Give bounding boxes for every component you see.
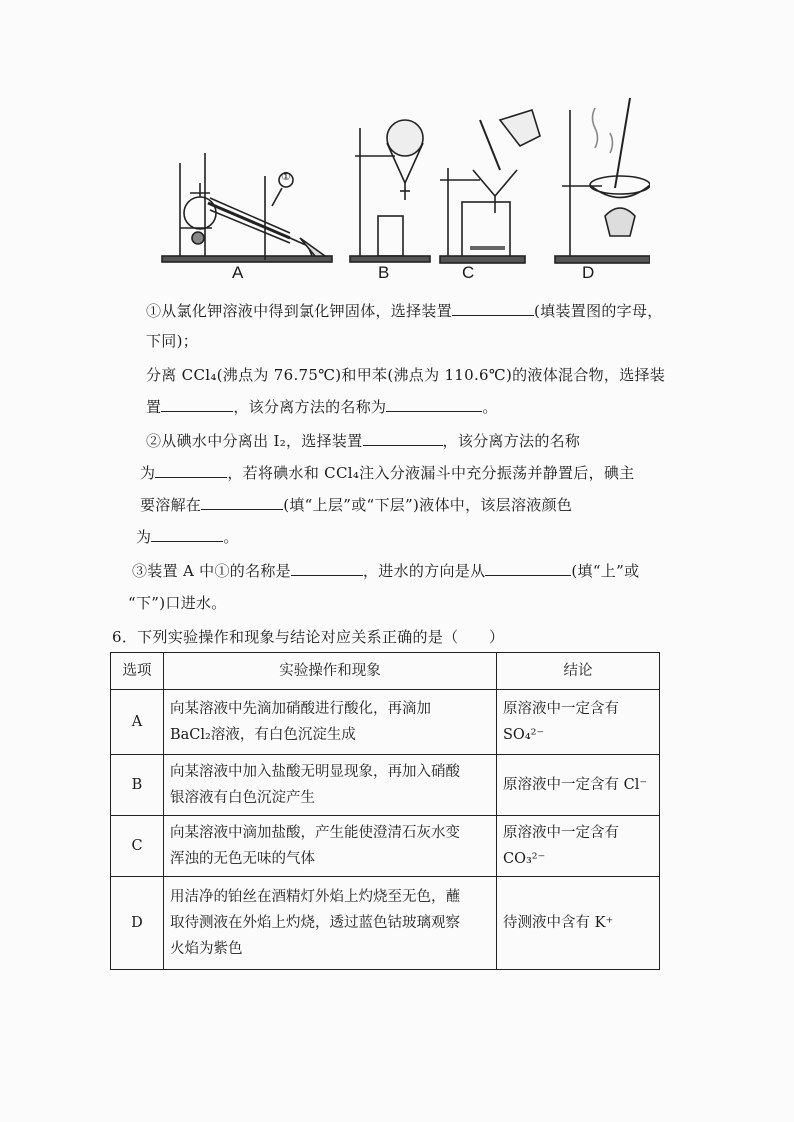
operation-line: BaCl₂溶液，有白色沉淀生成: [170, 727, 356, 743]
operation-cell: [164, 755, 497, 816]
operation-cell: [164, 816, 497, 877]
label-d: D: [582, 263, 595, 282]
conclusion-line: 原溶液中一定含有 Cl⁻: [503, 777, 647, 793]
operation-line: 火焰为紫色: [170, 941, 243, 957]
conclusion-line: 原溶液中一定含有: [503, 701, 619, 717]
q5-line1-tail: (填装置图的字母，: [534, 302, 663, 320]
filtration-apparatus: [440, 110, 540, 263]
conclusion-cell: [497, 690, 660, 755]
label-a: A: [232, 263, 244, 282]
distillation-apparatus: [162, 153, 332, 262]
header-conclusion: 结论: [497, 653, 660, 690]
operation-cell: [164, 877, 497, 970]
header-operation: 实验操作和现象: [164, 653, 497, 690]
q5-line4-c: 。: [482, 398, 498, 416]
q5-line5: [146, 430, 580, 451]
q5-line9-a: ③装置 A 中①的名称是: [132, 562, 291, 580]
apparatus-figure: [150, 88, 650, 288]
q5-line4: [146, 396, 498, 417]
option-a: A: [111, 690, 164, 755]
operation-line: 向某溶液中滴加盐酸，产生能使澄清石灰水变: [170, 825, 460, 841]
operation-line: 银溶液有白色沉淀产生: [170, 790, 315, 806]
q5-line1: [146, 300, 663, 321]
q5-line3: 分离 CCl₄(沸点为 76.75℃)和甲苯(沸点为 110.6℃)的液体混合物，选择装: [146, 366, 666, 384]
option-b: B: [111, 755, 164, 816]
q5-line9-b: ，进水的方向是从: [362, 562, 486, 580]
q5-line1-text: ①从氯化钾溶液中得到氯化钾固体，选择装置: [146, 302, 453, 320]
q5-line4-a: 置: [146, 398, 162, 416]
q5-line7-b: (填“上层”或“下层”)液体中，该层溶液颜色: [283, 496, 573, 514]
q5-line9-c: (填“上”或: [571, 562, 640, 580]
table-row: [111, 877, 660, 970]
answer-blank[interactable]: [291, 561, 363, 576]
q5-line10: “下”)口进水。: [128, 594, 227, 612]
table-row: [111, 755, 660, 816]
operation-line: 向某溶液中加入盐酸无明显现象，再加入硝酸: [170, 764, 460, 780]
table-header-row: [111, 653, 660, 690]
q5-line2: 下同)；: [146, 332, 199, 350]
option-c: C: [111, 816, 164, 877]
separatory-funnel: [350, 120, 430, 262]
conclusion-line: SO₄²⁻: [503, 727, 545, 743]
conclusion-cell: [497, 877, 660, 970]
q5-line6-a: 为: [140, 464, 156, 482]
q5-line7: [140, 494, 572, 515]
header-option: 选项: [111, 653, 164, 690]
label-b: B: [378, 263, 390, 282]
q5-line7-a: 要溶解在: [140, 496, 202, 514]
q5-line8-a: 为: [136, 528, 152, 546]
option-d: D: [111, 877, 164, 970]
table-row: [111, 690, 660, 755]
evaporation-apparatus: [555, 98, 650, 263]
q5-line5-b: ，该分离方法的名称: [442, 432, 581, 450]
q5-line8-b: 。: [223, 528, 239, 546]
q6-table: [110, 652, 660, 970]
q6-stem: 6．下列实验操作和现象与结论对应关系正确的是（ ）: [112, 628, 505, 646]
answer-blank[interactable]: [386, 397, 482, 412]
table-row: [111, 816, 660, 877]
conclusion-cell: [497, 755, 660, 816]
label-c: C: [462, 263, 475, 282]
conclusion-line: 原溶液中一定含有: [503, 825, 619, 841]
conclusion-line: CO₃²⁻: [503, 851, 546, 867]
q5-line8: [136, 526, 239, 547]
operation-cell: [164, 690, 497, 755]
q5-line5-a: ②从碘水中分离出 I₂，选择装置: [146, 432, 363, 450]
answer-blank[interactable]: [201, 495, 283, 510]
answer-blank[interactable]: [161, 397, 233, 412]
conclusion-cell: [497, 816, 660, 877]
answer-blank[interactable]: [452, 301, 534, 316]
answer-blank[interactable]: [155, 463, 227, 478]
q5-line4-b: ，该分离方法的名称为: [233, 398, 387, 416]
q5-line6-b: ，若将碘水和 CCl₄注入分液漏斗中充分振荡并静置后，碘主: [227, 464, 635, 482]
operation-line: 用洁净的铂丝在酒精灯外焰上灼烧至无色，蘸: [170, 889, 460, 905]
operation-line: 向某溶液中先滴加硝酸进行酸化，再滴加: [170, 701, 431, 717]
operation-line: 浑浊的无色无味的气体: [170, 851, 315, 867]
callout-1: ①: [281, 170, 291, 183]
answer-blank[interactable]: [485, 561, 571, 576]
answer-blank[interactable]: [363, 431, 443, 446]
q5-line6: [140, 462, 635, 483]
answer-blank[interactable]: [151, 527, 223, 542]
conclusion-line: 待测液中含有 K⁺: [503, 915, 614, 931]
operation-line: 取待测液在外焰上灼烧，透过蓝色钴玻璃观察: [170, 915, 460, 931]
apparatus-drawing: [150, 88, 650, 288]
q5-line9: [132, 560, 639, 581]
